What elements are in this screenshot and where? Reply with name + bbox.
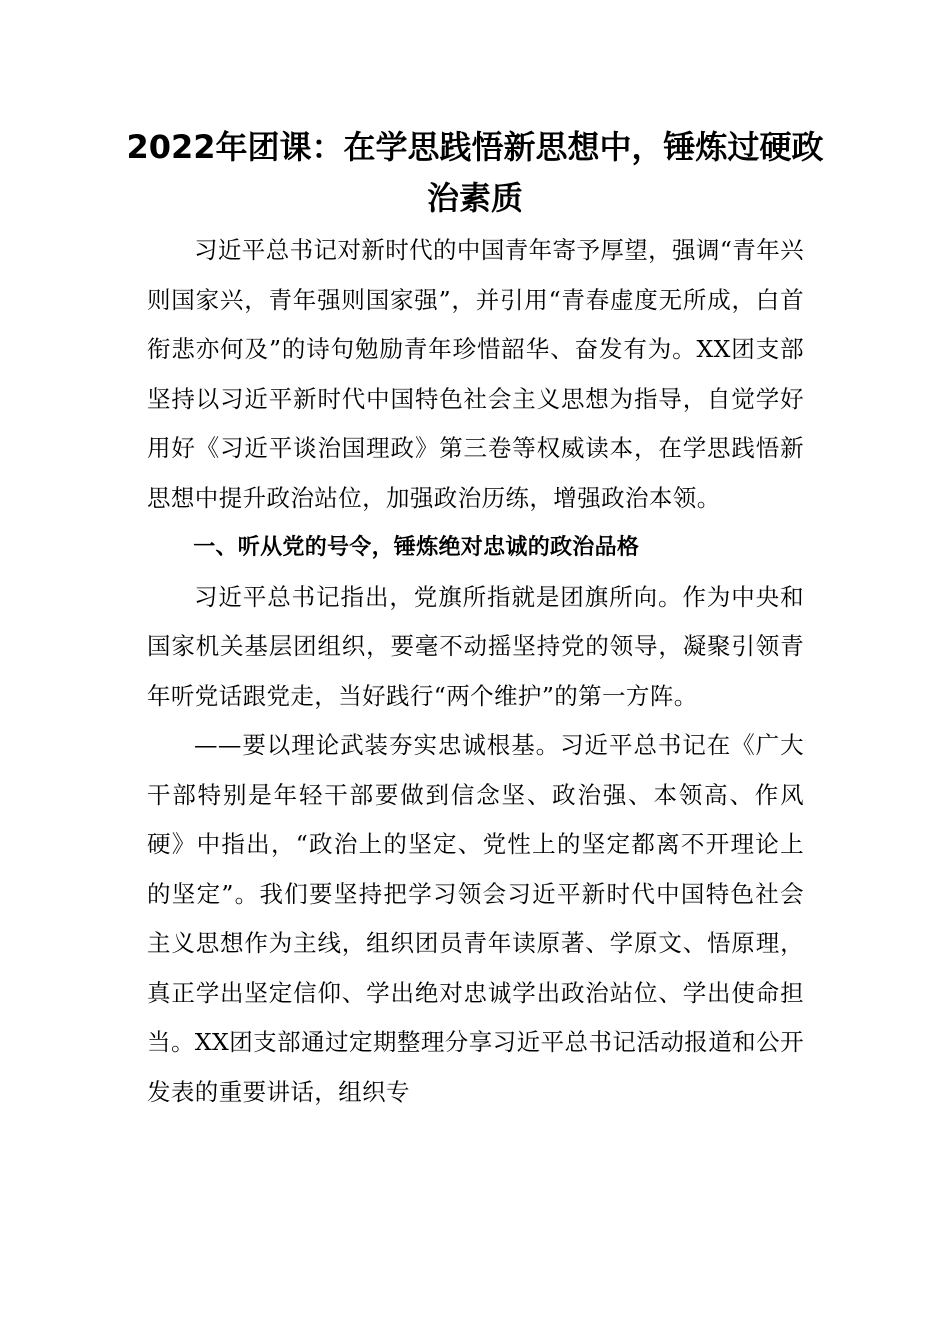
section-1-heading: 一、听从党的号令，锤炼绝对忠诚的政治品格 — [193, 535, 640, 560]
section-1-paragraph-1: 习近平总书记指出，党旗所指就是团旗所向。作为中央和国家机关基层团组织，要毫不动摇坚持党的领导，凝聚引领青年听党话跟党走，当好践行“两个维护”的第一方阵。 — [147, 582, 804, 710]
document-body — [147, 226, 804, 1117]
section-1-paragraph-2: ——要以理论武装夯实忠诚根基。习近平总书记在《广大干部特别是年轻干部要做到信念坚、政治强、本领高、作风硬》中指出，“政治上的坚定、党性上的坚定都离不开理论上的坚定”。我们要坚持把学习领会习近平新时代中国特色社会主义思想作为主线，组织团员青年读原著、学原文、悟原理，真正学出坚定信仰、学出绝对忠诚学出政治站位、学出使命担当。XX团支部通过定期整理分享习近平总书记活动报道和公开发表的重要讲话，组织专 — [147, 731, 804, 1106]
intro-paragraph: 习近平总书记对新时代的中国青年寄予厚望，强调“青年兴则国家兴，青年强则国家强”，并引用“青春虚度无所成，白首衔悲亦何及”的诗句勉励青年珍惜韶华、奋发有为。XX团支部坚持以习近平新时代中国特色社会主义思想为指导，自觉学好用好《习近平谈治国理政》第三卷等权威读本，在学思践悟新思想中提升政治站位，加强政治历练，增强政治本领。 — [147, 236, 804, 512]
document-title: 2022年团课：在学思践悟新思想中，锤炼过硬政治素质 — [126, 128, 824, 217]
